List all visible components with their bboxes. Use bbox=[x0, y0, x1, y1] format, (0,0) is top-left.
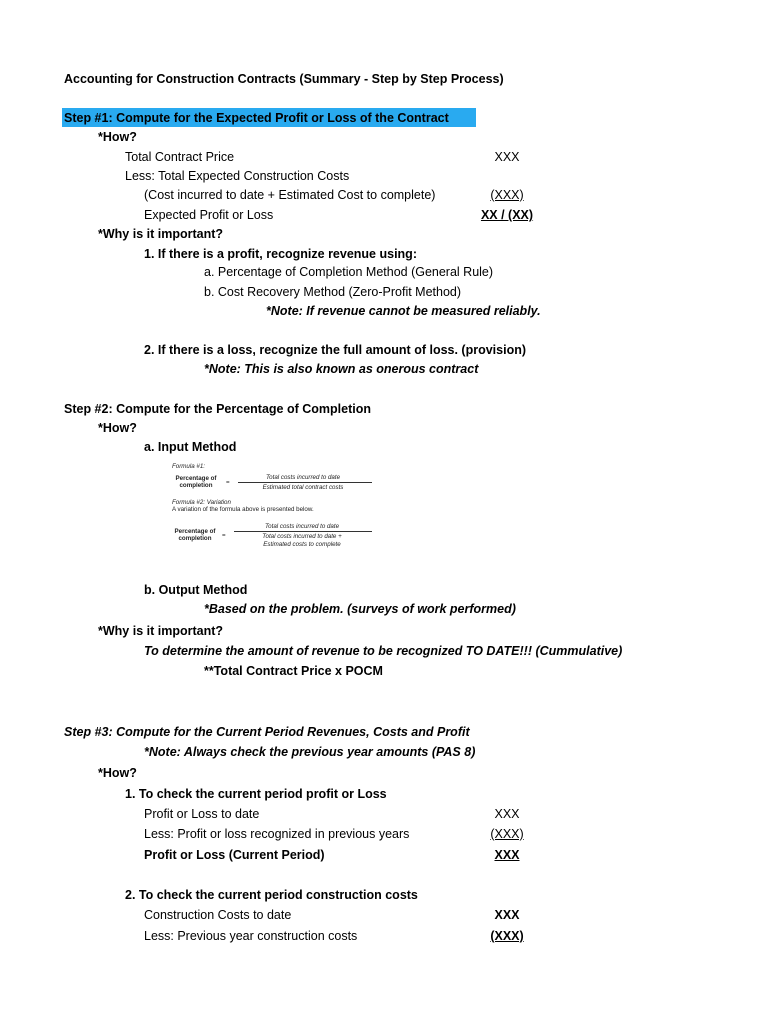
equals-sign-1: = bbox=[226, 479, 230, 486]
note-onerous-contract: *Note: This is also known as onerous contract bbox=[204, 362, 479, 376]
formula2-description: A variation of the formula above is presented below. bbox=[172, 506, 314, 513]
step2-why-detail: To determine the amount of revenue to be recognized TO DATE!!! (Cummulative) bbox=[144, 644, 623, 658]
less-prev-pl-value: (XXX) bbox=[490, 827, 524, 841]
formula2-fraction-bar bbox=[234, 531, 372, 532]
step1-heading: Step #1: Compute for the Expected Profit or Loss of the Contract bbox=[64, 111, 449, 125]
total-contract-price-value: XXX bbox=[494, 150, 520, 164]
poc-label-2a: Percentage of bbox=[174, 528, 216, 535]
costs-to-date-value: XXX bbox=[494, 908, 520, 922]
note-revenue-reliability: *Note: If revenue cannot be measured reliably. bbox=[266, 304, 541, 318]
step2-how: *How? bbox=[98, 421, 137, 435]
formula2-label: Formula #2: Variation bbox=[172, 499, 231, 506]
less-prev-costs-label: Less: Previous year construction costs bbox=[144, 929, 358, 943]
poc-formula-image bbox=[166, 459, 374, 553]
expected-pl-value: XX / (XX) bbox=[480, 208, 534, 222]
pl-current-label: Profit or Loss (Current Period) bbox=[144, 848, 325, 862]
less-expected-costs-label: Less: Total Expected Construction Costs bbox=[125, 169, 350, 183]
profit-case: 1. If there is a profit, recognize revenue using: bbox=[144, 247, 417, 261]
less-prev-pl-label: Less: Profit or loss recognized in previous years bbox=[144, 827, 410, 841]
pl-to-date-value: XXX bbox=[494, 807, 520, 821]
page-title: Accounting for Construction Contracts (Summary - Step by Step Process) bbox=[64, 72, 504, 86]
method-b: b. Cost Recovery Method (Zero-Profit Method) bbox=[204, 285, 462, 299]
tcp-x-pocm: **Total Contract Price x POCM bbox=[204, 664, 383, 678]
loss-case: 2. If there is a loss, recognize the full amount of loss. (provision) bbox=[144, 343, 527, 357]
formula1-label: Formula #1: bbox=[172, 463, 206, 470]
formula2-numerator: Total costs incurred to date bbox=[264, 523, 340, 530]
cost-detail-label: (Cost incurred to date + Estimated Cost to complete) bbox=[144, 188, 436, 202]
input-method: a. Input Method bbox=[144, 440, 237, 454]
expected-pl-label: Expected Profit or Loss bbox=[144, 208, 274, 222]
poc-label-1b: completion bbox=[179, 482, 213, 489]
check-profit-heading: 1. To check the current period profit or Loss bbox=[125, 787, 387, 801]
cost-detail-value: (XXX) bbox=[490, 188, 524, 202]
step1-why: *Why is it important? bbox=[98, 227, 223, 241]
equals-sign-2: = bbox=[222, 532, 226, 539]
total-contract-price-label: Total Contract Price bbox=[125, 150, 235, 164]
pl-current-value: XXX bbox=[494, 848, 520, 862]
check-costs-heading: 2. To check the current period construction costs bbox=[125, 888, 418, 902]
step3-note: *Note: Always check the previous year amounts (PAS 8) bbox=[144, 745, 476, 759]
step3-heading: Step #3: Compute for the Current Period Revenues, Costs and Profit bbox=[64, 725, 470, 739]
poc-label-1a: Percentage of bbox=[175, 475, 217, 482]
step3-how: *How? bbox=[98, 766, 137, 780]
method-a: a. Percentage of Completion Method (General Rule) bbox=[204, 265, 494, 279]
output-method-note: *Based on the problem. (surveys of work performed) bbox=[204, 602, 516, 616]
poc-label-2b: completion bbox=[178, 535, 212, 542]
formula2-denominator-1: Total costs incurred to date + bbox=[262, 533, 342, 540]
costs-to-date-label: Construction Costs to date bbox=[144, 908, 292, 922]
pl-to-date-label: Profit or Loss to date bbox=[144, 807, 260, 821]
formula1-numerator: Total costs incurred to date bbox=[265, 474, 341, 481]
formula1-fraction-bar bbox=[238, 482, 372, 483]
formula2-denominator-2: Estimated costs to complete bbox=[263, 541, 341, 548]
less-prev-costs-value: (XXX) bbox=[490, 929, 524, 943]
step2-heading: Step #2: Compute for the Percentage of Completion bbox=[64, 402, 371, 416]
step2-why: *Why is it important? bbox=[98, 624, 223, 638]
step1-how: *How? bbox=[98, 130, 137, 144]
formula1-denominator: Estimated total contract costs bbox=[262, 484, 344, 491]
output-method: b. Output Method bbox=[144, 583, 248, 597]
